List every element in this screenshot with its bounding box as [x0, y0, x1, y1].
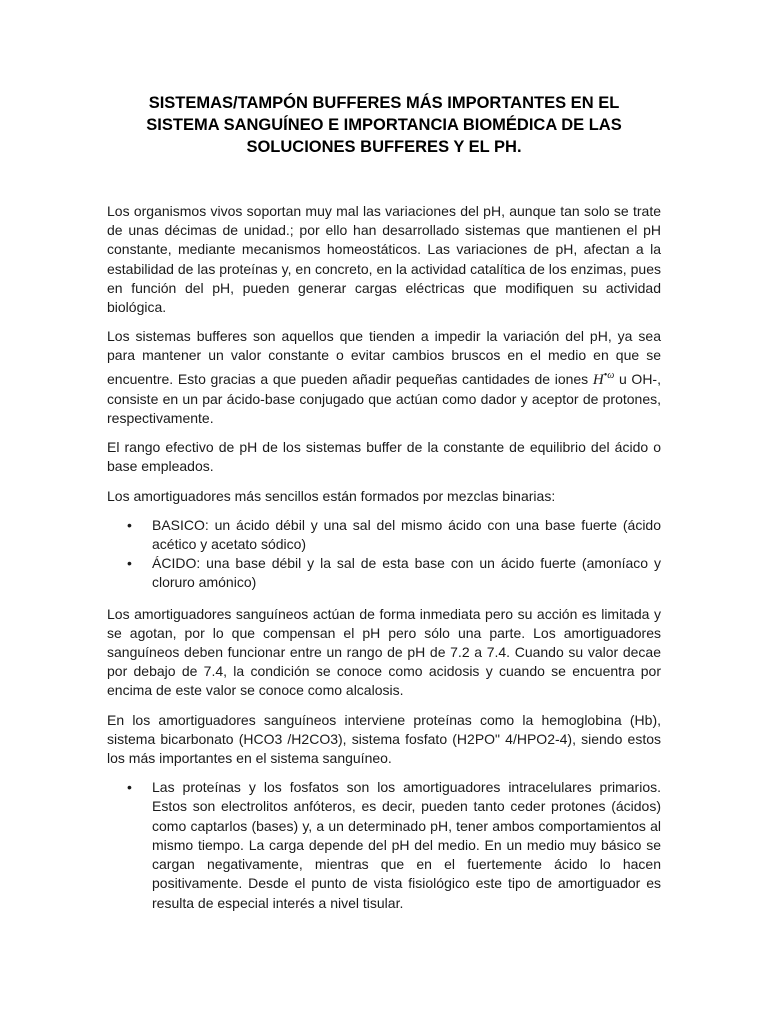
list-item-text: BASICO: un ácido débil y una sal del mismo ácido con una base fuerte (ácido acético y acetato sódico)	[152, 516, 661, 553]
hydrogen-ion-formula	[592, 369, 615, 388]
paragraph-effective-range: El rango efectivo de pH de los sistemas buffer de la constante de equilibrio del ácido o base empleados.	[107, 439, 661, 475]
bullet-icon: •	[127, 555, 132, 572]
document-body	[107, 202, 661, 925]
paragraph-binary-mixtures: Los amortiguadores más sencillos están formados por mezclas binarias:	[107, 487, 556, 504]
title-line-1: SISTEMAS/TAMPÓN BUFFERES MÁS IMPORTANTES EN EL	[148, 94, 620, 112]
paragraph-buffer-systems	[107, 327, 661, 428]
bullet-icon: •	[127, 516, 132, 533]
paragraph-blood-systems: En los amortiguadores sanguíneos interviene proteínas como la hemoglobina (Hb), sistema bicarbonato (HCO3 /H2CO3), sistema fosfato (H2PO" 4/HPO2-4), siendo estos los más importantes en el sistema sanguíneo.	[107, 711, 661, 767]
paragraph-text-after: u OH-, consiste en un par ácido-base conjugado que actúan como dador y aceptor de protones, respectivamente.	[107, 370, 661, 427]
formula-base: H	[592, 371, 604, 388]
list-item-text: Las proteínas y los fosfatos son los amortiguadores intracelulares primarios. Estos son electrolitos anfóteros, es decir, pueden tanto ceder protones (ácidos) como captarlos (bases) y, a un determinado pH, tener ambos comportamientos al mismo tiempo. La carga depende del pH del medio. En un medio muy básico se cargan negativamente, mientras que en el fuertemente ácido lo hacen positivamente. Desde el punto de vista fisiológico este tipo de amortiguador es resulta de especial interés a nivel tisular.	[152, 779, 661, 911]
bullet-list-intracellular	[107, 778, 661, 912]
paragraph-text-before: Los sistemas bufferes son aquellos que tienden a impedir la variación del pH, ya sea para mantener un valor constante o evitar cambios bruscos en el medio en que se encuentre. Esto gracias a que pueden añadir pequeñas cantidades de iones	[107, 328, 661, 387]
bullet-icon: •	[127, 779, 132, 796]
title-line-3: SOLUCIONES BUFFERES Y EL PH.	[246, 138, 522, 156]
title-line-2: SISTEMA SANGUÍNEO E IMPORTANCIA BIOMÉDICA DE LAS	[146, 116, 622, 134]
formula-superscript: •ω	[603, 369, 615, 381]
paragraph-blood-buffers: Los amortiguadores sanguíneos actúan de forma inmediata pero su acción es limitada y se agotan, por lo que compensan el pH pero sólo una parte. Los amortiguadores sanguíneos deben funcionar entre un rango de pH de 7.2 a 7.4. Cuando su valor decae por debajo de 7.4, la condición se conoce como acidosis y cuando se encuentra por encima de este valor se conoce como alcalosis.	[107, 605, 661, 699]
list-item	[107, 516, 661, 554]
list-item-text: ÁCIDO: una base débil y la sal de esta base con un ácido fuerte (amoníaco y cloruro amónico)	[152, 555, 661, 591]
bullet-list-buffer-types	[107, 516, 661, 593]
list-item	[107, 778, 661, 912]
document-title	[0, 92, 768, 158]
list-item	[107, 554, 661, 592]
paragraph-intro: Los organismos vivos soportan muy mal las variaciones del pH, aunque tan solo se trate de unas décimas de unidad.; por ello han desarrollado sistemas que mantienen el pH constante, mediante mecanismos homeostáticos. Las variaciones de pH, afectan a la estabilidad de las proteínas y, en concreto, en la actividad catalítica de los enzimas, pues en función del pH, pueden generar cargas eléctricas que modifiquen su actividad biológica.	[107, 203, 661, 316]
